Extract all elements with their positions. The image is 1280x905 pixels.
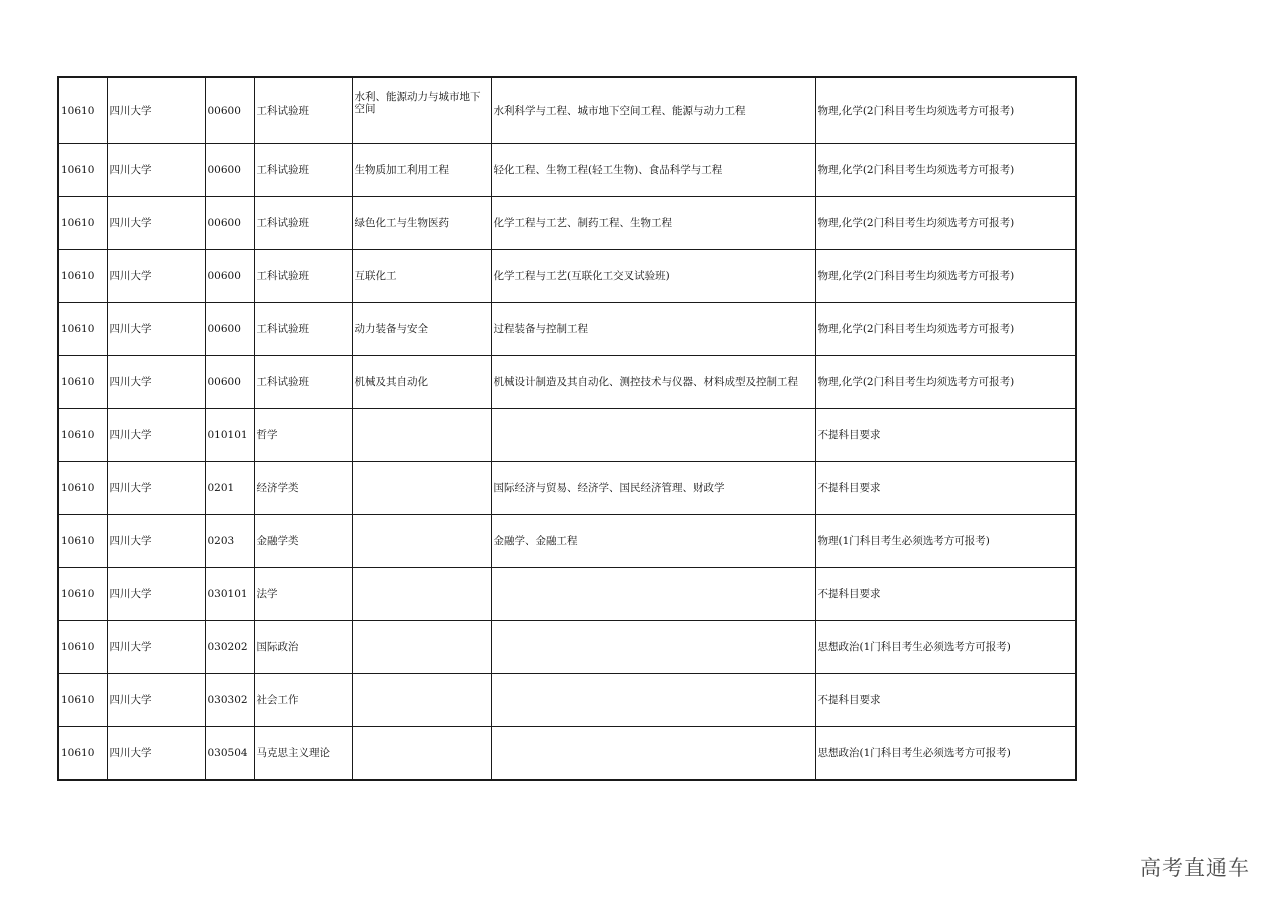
major-code-cell: 00600 bbox=[205, 250, 254, 303]
major-code-cell: 030504 bbox=[205, 727, 254, 781]
subject-requirement-cell: 不提科目要求 bbox=[815, 462, 1076, 515]
subject-requirement-cell: 不提科目要求 bbox=[815, 409, 1076, 462]
major-name-cell: 工科试验班 bbox=[254, 303, 352, 356]
major-name-cell: 工科试验班 bbox=[254, 250, 352, 303]
school-code-cell: 10610 bbox=[58, 515, 107, 568]
major-name-cell: 哲学 bbox=[254, 409, 352, 462]
major-code-cell: 030101 bbox=[205, 568, 254, 621]
school-name-cell: 四川大学 bbox=[107, 409, 205, 462]
subject-requirement-cell: 不提科目要求 bbox=[815, 568, 1076, 621]
included-majors-cell: 化学工程与工艺、制药工程、生物工程 bbox=[491, 197, 815, 250]
school-name-cell: 四川大学 bbox=[107, 197, 205, 250]
major-code-cell: 0203 bbox=[205, 515, 254, 568]
table-body bbox=[58, 77, 1076, 780]
included-majors-cell: 过程装备与控制工程 bbox=[491, 303, 815, 356]
major-name-cell: 法学 bbox=[254, 568, 352, 621]
school-code-cell: 10610 bbox=[58, 197, 107, 250]
class-name-cell bbox=[352, 727, 491, 781]
subject-requirement-cell: 物理(1门科目考生必须选考方可报考) bbox=[815, 515, 1076, 568]
table-row bbox=[58, 197, 1076, 250]
school-name-cell: 四川大学 bbox=[107, 77, 205, 144]
school-name-cell: 四川大学 bbox=[107, 727, 205, 781]
class-name-cell: 机械及其自动化 bbox=[352, 356, 491, 409]
class-name-cell: 互联化工 bbox=[352, 250, 491, 303]
school-name-cell: 四川大学 bbox=[107, 356, 205, 409]
class-name-cell: 绿色化工与生物医药 bbox=[352, 197, 491, 250]
major-name-cell: 经济学类 bbox=[254, 462, 352, 515]
major-code-cell: 030202 bbox=[205, 621, 254, 674]
major-name-cell: 马克思主义理论 bbox=[254, 727, 352, 781]
school-code-cell: 10610 bbox=[58, 250, 107, 303]
school-code-cell: 10610 bbox=[58, 674, 107, 727]
class-name-cell bbox=[352, 462, 491, 515]
table-row bbox=[58, 568, 1076, 621]
major-code-cell: 010101 bbox=[205, 409, 254, 462]
table-row bbox=[58, 674, 1076, 727]
class-name-cell: 水利、能源动力与城市地下空间 bbox=[352, 77, 491, 144]
school-name-cell: 四川大学 bbox=[107, 462, 205, 515]
major-name-cell: 工科试验班 bbox=[254, 144, 352, 197]
included-majors-cell bbox=[491, 727, 815, 781]
included-majors-cell: 水利科学与工程、城市地下空间工程、能源与动力工程 bbox=[491, 77, 815, 144]
included-majors-cell: 金融学、金融工程 bbox=[491, 515, 815, 568]
table-row bbox=[58, 409, 1076, 462]
watermark-logo: 高考直通车 bbox=[1140, 856, 1250, 880]
subject-requirement-cell: 思想政治(1门科目考生必须选考方可报考) bbox=[815, 727, 1076, 781]
school-code-cell: 10610 bbox=[58, 462, 107, 515]
school-name-cell: 四川大学 bbox=[107, 621, 205, 674]
major-name-cell: 金融学类 bbox=[254, 515, 352, 568]
school-code-cell: 10610 bbox=[58, 727, 107, 781]
major-code-cell: 00600 bbox=[205, 144, 254, 197]
school-code-cell: 10610 bbox=[58, 409, 107, 462]
class-name-cell bbox=[352, 621, 491, 674]
subject-requirement-cell: 不提科目要求 bbox=[815, 674, 1076, 727]
class-name-cell bbox=[352, 515, 491, 568]
school-code-cell: 10610 bbox=[58, 144, 107, 197]
school-name-cell: 四川大学 bbox=[107, 515, 205, 568]
table-row bbox=[58, 621, 1076, 674]
class-name-cell: 生物质加工利用工程 bbox=[352, 144, 491, 197]
school-name-cell: 四川大学 bbox=[107, 144, 205, 197]
subject-requirements-table bbox=[57, 76, 1077, 781]
included-majors-cell: 机械设计制造及其自动化、测控技术与仪器、材料成型及控制工程 bbox=[491, 356, 815, 409]
major-code-cell: 00600 bbox=[205, 356, 254, 409]
included-majors-cell: 化学工程与工艺(互联化工交叉试验班) bbox=[491, 250, 815, 303]
included-majors-cell bbox=[491, 621, 815, 674]
major-code-cell: 0201 bbox=[205, 462, 254, 515]
school-code-cell: 10610 bbox=[58, 621, 107, 674]
school-name-cell: 四川大学 bbox=[107, 303, 205, 356]
subject-requirement-cell: 物理,化学(2门科目考生均须选考方可报考) bbox=[815, 303, 1076, 356]
major-name-cell: 社会工作 bbox=[254, 674, 352, 727]
school-code-cell: 10610 bbox=[58, 303, 107, 356]
major-code-cell: 030302 bbox=[205, 674, 254, 727]
included-majors-cell: 国际经济与贸易、经济学、国民经济管理、财政学 bbox=[491, 462, 815, 515]
subject-requirement-cell: 思想政治(1门科目考生必须选考方可报考) bbox=[815, 621, 1076, 674]
major-name-cell: 工科试验班 bbox=[254, 197, 352, 250]
table-row bbox=[58, 144, 1076, 197]
major-name-cell: 工科试验班 bbox=[254, 77, 352, 144]
subject-requirement-cell: 物理,化学(2门科目考生均须选考方可报考) bbox=[815, 197, 1076, 250]
school-name-cell: 四川大学 bbox=[107, 250, 205, 303]
major-code-cell: 00600 bbox=[205, 77, 254, 144]
table-row bbox=[58, 303, 1076, 356]
major-name-cell: 国际政治 bbox=[254, 621, 352, 674]
included-majors-cell bbox=[491, 674, 815, 727]
class-name-cell bbox=[352, 674, 491, 727]
included-majors-cell bbox=[491, 409, 815, 462]
subject-requirement-cell: 物理,化学(2门科目考生均须选考方可报考) bbox=[815, 144, 1076, 197]
class-name-cell bbox=[352, 568, 491, 621]
major-code-cell: 00600 bbox=[205, 197, 254, 250]
subject-requirement-cell: 物理,化学(2门科目考生均须选考方可报考) bbox=[815, 250, 1076, 303]
school-code-cell: 10610 bbox=[58, 77, 107, 144]
included-majors-cell bbox=[491, 568, 815, 621]
table-row bbox=[58, 356, 1076, 409]
school-name-cell: 四川大学 bbox=[107, 568, 205, 621]
school-code-cell: 10610 bbox=[58, 568, 107, 621]
major-name-cell: 工科试验班 bbox=[254, 356, 352, 409]
class-name-cell bbox=[352, 409, 491, 462]
table-row bbox=[58, 515, 1076, 568]
table-row bbox=[58, 727, 1076, 781]
major-code-cell: 00600 bbox=[205, 303, 254, 356]
included-majors-cell: 轻化工程、生物工程(轻工生物)、食品科学与工程 bbox=[491, 144, 815, 197]
class-name-cell: 动力装备与安全 bbox=[352, 303, 491, 356]
table-row bbox=[58, 462, 1076, 515]
school-code-cell: 10610 bbox=[58, 356, 107, 409]
school-name-cell: 四川大学 bbox=[107, 674, 205, 727]
table-row bbox=[58, 250, 1076, 303]
table-row bbox=[58, 77, 1076, 144]
subject-requirement-cell: 物理,化学(2门科目考生均须选考方可报考) bbox=[815, 77, 1076, 144]
subject-requirement-cell: 物理,化学(2门科目考生均须选考方可报考) bbox=[815, 356, 1076, 409]
